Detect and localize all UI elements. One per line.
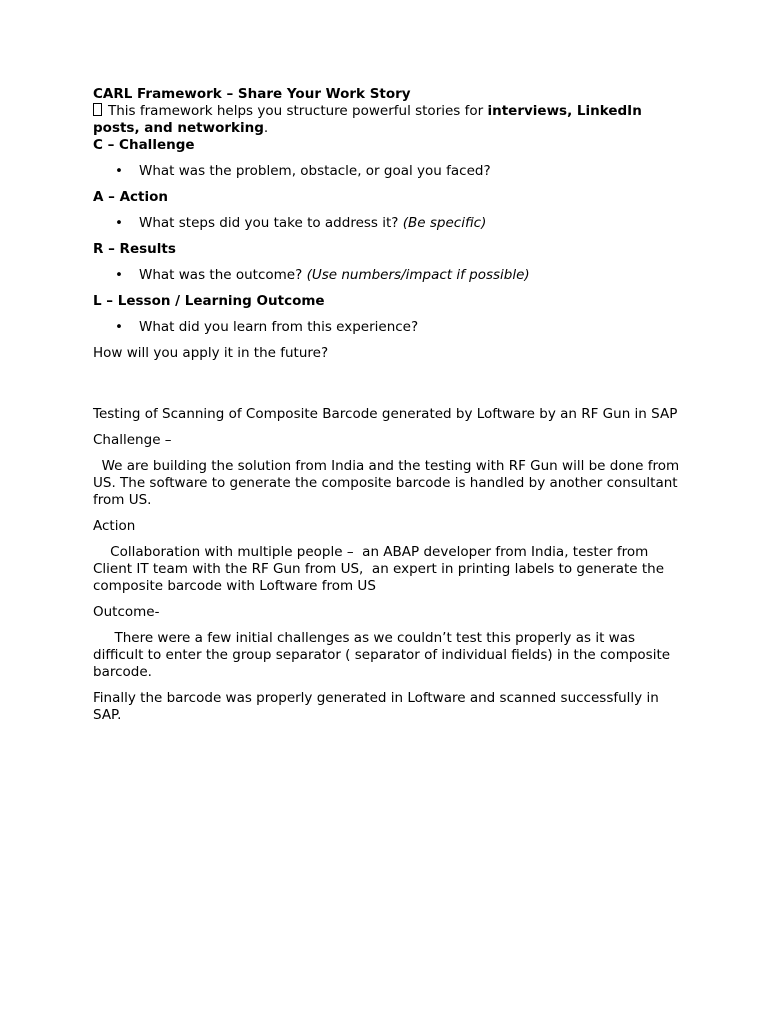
intro-bold-text: interviews, LinkedIn posts, and networking	[93, 103, 642, 136]
section-heading-challenge: C – Challenge	[93, 137, 195, 153]
document-body	[93, 86, 683, 733]
spacer	[93, 371, 683, 406]
story-action-text: Collaboration with multiple people – an ABAP developer from India, tester from Client IT team with the RF Gun from US, an expert in printing labels to generate the composite barcode with Loftware from US	[93, 544, 669, 594]
story-final-text: Finally the barcode was properly generated in Loftware and scanned successfully in SAP.	[93, 690, 659, 723]
section-list-lesson	[93, 319, 683, 336]
story-challenge-text: We are building the solution from India and the testing with RF Gun will be done from US. The software to generate the composite barcode is handled by another consultant from US.	[93, 458, 684, 508]
intro-paragraph	[93, 103, 683, 137]
bullet-icon: •	[115, 319, 123, 335]
section-list-action	[93, 215, 683, 232]
section-heading-action: A – Action	[93, 189, 169, 205]
list-item-note: (Use numbers/impact if possible)	[306, 267, 530, 283]
apply-question: How will you apply it in the future?	[93, 345, 329, 361]
story-action-label: Action	[93, 518, 136, 534]
bullet-icon: •	[115, 163, 123, 179]
section-list-results	[93, 267, 683, 284]
bullet-icon: •	[115, 267, 123, 283]
section-heading-results: R – Results	[93, 241, 176, 257]
story-challenge-label: Challenge –	[93, 432, 172, 448]
bullet-icon: •	[115, 215, 123, 231]
list-item	[93, 163, 683, 180]
list-item	[93, 267, 683, 284]
list-item	[93, 319, 683, 336]
list-item-text: What was the problem, obstacle, or goal you faced?	[139, 163, 491, 179]
intro-text-end: .	[263, 120, 269, 136]
section-heading-lesson: L – Lesson / Learning Outcome	[93, 293, 325, 309]
story-title: Testing of Scanning of Composite Barcode generated by Loftware by an RF Gun in SAP	[93, 406, 678, 422]
list-item-note: (Be specific)	[402, 215, 487, 231]
intro-text: This framework helps you structure powerful stories for	[108, 103, 488, 119]
list-item-text: What did you learn from this experience?	[139, 319, 419, 335]
list-item	[93, 215, 683, 232]
story-outcome-text: There were a few initial challenges as we couldn’t test this properly as it was difficult to enter the group separator ( separator of individual fields) in the composite barcode.	[93, 630, 675, 680]
story-outcome-label: Outcome-	[93, 604, 160, 620]
list-item-text: What was the outcome?	[139, 267, 307, 283]
missing-glyph-icon	[93, 103, 102, 116]
list-item-text: What steps did you take to address it?	[139, 215, 403, 231]
section-list-challenge	[93, 163, 683, 180]
document-title: CARL Framework – Share Your Work Story	[93, 86, 411, 102]
